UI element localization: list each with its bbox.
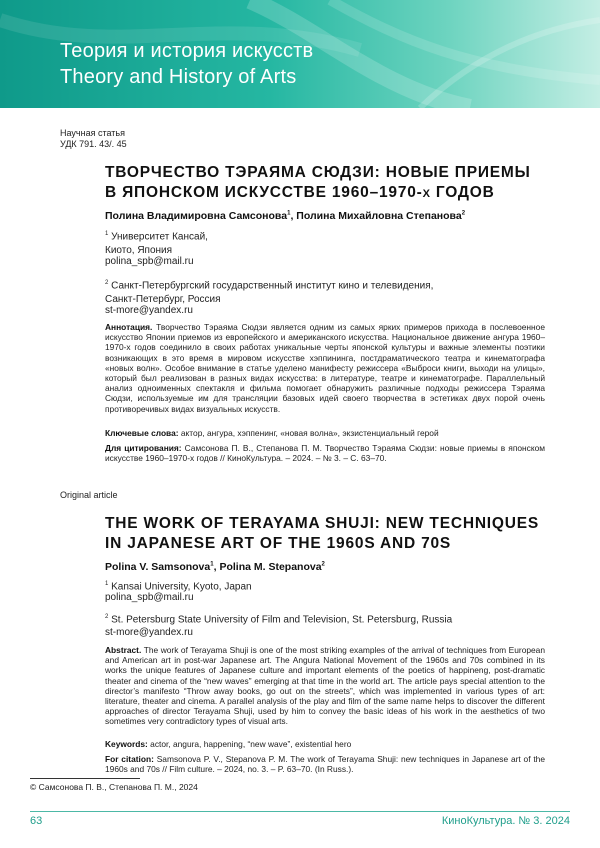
author-1-ru: Полина Владимировна Самсонова <box>105 210 287 222</box>
section-title-en: Theory and History of Arts <box>60 66 296 89</box>
udk-code: УДК 791. 43/. 45 <box>60 139 127 150</box>
authors-en <box>105 561 325 573</box>
citation-text-ru: Самсонова П. В., Степанова П. М. Творчество Тэраяма Сюдзи: новые приемы в японском искусстве 1960–1970-х годов // КиноКультура. – 2024. – № 3. – С. 63–70. <box>105 443 545 463</box>
author-1-en: Polina V. Samsonova <box>105 561 210 573</box>
citation-en <box>105 754 545 774</box>
affiliation-1-sup: 1 <box>105 231 108 237</box>
journal-section-banner <box>0 0 600 108</box>
footer-divider <box>30 811 570 812</box>
keywords-label-en: Keywords: <box>105 739 148 749</box>
keywords-text-en: actor, angura, happening, “new wave”, existential hero <box>150 739 351 749</box>
footnote-divider <box>30 778 140 779</box>
article-type-ru: Научная статья <box>60 128 125 139</box>
article-title-en <box>105 514 565 554</box>
citation-ru <box>105 443 545 463</box>
author-2-sup: 2 <box>462 211 465 217</box>
email-1-en: polina_spb@mail.ru <box>105 592 194 603</box>
author-2-ru: Полина Михайловна Степанова <box>296 210 461 222</box>
affiliation-1-en-text: Kansai University, Kyoto, Japan <box>111 581 251 592</box>
abstract-text-ru: Творчество Тэраяма Сюдзи является одним из самых ярких примеров прихода в послевоенное искусство Японии приемов из европейского и американского искусства. Национальное движение ангура 1960–1970-х годов соединило в своих работах уникальные черты японской культуры и важные элементы поэтики возникающих в это время в мировом искусстве хэппининга, постдраматического театра и кинематографа «новых волн». Особое внимание в статье уделено манифесту режиссера «Выброси книги, выходи на улицы», который был реализован в разных видах искусства: в литературе, театре и кинематографе. Параллельный анализ одноименных спектакля и фильма помогает обнаружить различные подходы режиссера Тэраяма Сюдзи, используемые им для трансляции базовых идей своего творчества в эстетиках двух порой очень противоречивых видах визуальных искусств. <box>105 322 545 414</box>
email-2-en: st-more@yandex.ru <box>105 627 193 638</box>
abstract-label-ru: Аннотация. <box>105 322 152 332</box>
abstract-ru <box>105 322 545 414</box>
citation-text-en: Samsonova P. V., Stepanova P. M. The work of Terayama Shuji: new techniques in Japanese art of the 1960s and 70s // Film culture. – 2024, no. 3. – P. 63–70. (In Russ.). <box>105 754 545 774</box>
affiliation-2-en <box>105 610 452 627</box>
affiliation-2-line-2: Санкт-Петербург, Россия <box>105 294 221 305</box>
affiliation-1-line-1: Университет Кансай, <box>111 231 208 242</box>
affiliation-1-en-sup: 1 <box>105 581 108 587</box>
section-title-ru: Теория и история искусств <box>60 40 313 63</box>
abstract-text-en: The work of Terayama Shuji is one of the most striking examples of the arrival of techniques from European and American art in post-war Japanese art. The Angura National Movement of the 1960s and 70s combined in its works the unique features of Japanese culture and important elements of the poetics of happineng, post-dramatic theater and cinema of the “new waves” emerging at that time in the world art. The article pays special attention to the director’s manifesto “Throw away books, go out on the streets”, which was implemented in various types of art: literature, theater and cinema. A parallel analysis of the play and film of the same name helps to discover the different approaches of director Terayama Shuji, used by him to convey the basic ideas of his work in the aesthetics of two sometimes very contradictory types of visual arts. <box>105 645 545 726</box>
affiliation-2-en-sup: 2 <box>105 614 108 620</box>
copyright-note: © Самсонова П. В., Степанова П. М., 2024 <box>30 782 198 792</box>
title-en-line-1: THE WORK OF TERAYAMA SHUJI: NEW TECHNIQUES <box>105 514 565 534</box>
keywords-ru <box>105 428 545 438</box>
author-1-en-sup: 1 <box>210 562 213 568</box>
citation-label-en: For citation: <box>105 754 154 764</box>
affiliation-1-ru <box>105 227 208 258</box>
abstract-en <box>105 645 545 727</box>
citation-label-ru: Для цитирования: <box>105 443 182 453</box>
title-ru-line-1: ТВОРЧЕСТВО ТЭРАЯМА СЮДЗИ: НОВЫЕ ПРИЕМЫ <box>105 163 565 183</box>
journal-issue: КиноКультура. № 3. 2024 <box>442 815 570 827</box>
affiliation-2-sup: 2 <box>105 280 108 286</box>
page-number: 63 <box>30 815 42 827</box>
keywords-en <box>105 739 545 749</box>
author-separator: , <box>290 210 296 222</box>
article-title-ru <box>105 163 565 203</box>
title-en-line-2: IN JAPANESE ART OF THE 1960S AND 70S <box>105 534 565 554</box>
keywords-label-ru: Ключевые слова: <box>105 428 179 438</box>
affiliation-2-en-text: St. Petersburg State University of Film and Television, St. Petersburg, Russia <box>111 614 452 625</box>
abstract-label-en: Abstract. <box>105 645 141 655</box>
author-1-sup: 1 <box>287 211 290 217</box>
affiliation-2-line-1: Санкт-Петербургский государственный институт кино и телевидения, <box>111 280 433 291</box>
author-2-en-sup: 2 <box>322 562 325 568</box>
email-2-ru: st-more@yandex.ru <box>105 305 193 316</box>
keywords-text-ru: актор, ангура, хэппенинг, «новая волна», экзистенциальный герой <box>181 428 439 438</box>
affiliation-1-line-2: Киото, Япония <box>105 245 172 256</box>
authors-ru <box>105 210 465 222</box>
article-type-en: Original article <box>60 490 118 501</box>
affiliation-2-ru <box>105 276 433 307</box>
author-2-en: Polina M. Stepanova <box>219 561 321 573</box>
title-ru-line-2: В ЯПОНСКОМ ИСКУССТВЕ 1960–1970-х ГОДОВ <box>105 183 565 203</box>
author-separator-en: , <box>214 561 220 573</box>
email-1-ru: polina_spb@mail.ru <box>105 256 194 267</box>
